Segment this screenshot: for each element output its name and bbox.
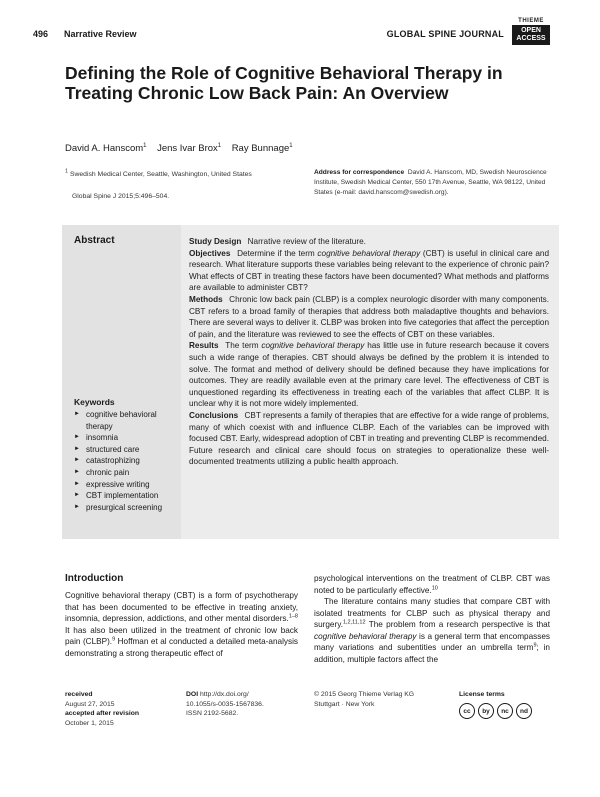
doi-info — [186, 690, 264, 719]
noderivatives-icon: nd — [516, 703, 532, 719]
affiliation — [65, 168, 252, 178]
section-label: Narrative Review — [64, 29, 137, 39]
license-label — [459, 690, 505, 700]
received-date: August 27, 2015 — [65, 700, 115, 708]
conclusions — [189, 410, 549, 468]
doi-value: 10.1055/s-0035-1567836. — [186, 700, 264, 708]
emphasis: cognitive behavioral therapy — [314, 631, 417, 641]
paragraph — [314, 573, 550, 596]
objectives — [189, 248, 549, 294]
publisher-name: THIEME — [518, 18, 544, 24]
reference-sup: 10 — [431, 584, 438, 591]
received-info — [65, 690, 139, 728]
reference-sup: 9 — [112, 636, 116, 643]
license-icons[interactable] — [459, 703, 532, 719]
methods — [189, 294, 549, 340]
badge-line-2: ACCESS — [516, 35, 546, 42]
author-sup: 1 — [217, 142, 222, 149]
correspondence — [314, 168, 554, 198]
text: ; in addition, multiple factors affect the — [314, 643, 550, 664]
reference-sup: 1–8 — [288, 613, 298, 620]
reference-sup: 9 — [533, 642, 537, 649]
text: It has also been utilized in the treatment of chronic low back pain (CLBP). — [65, 625, 298, 646]
text: Hoffman et al conducted a detailed meta-analysis demonstrating a strong therapeutic effect of — [65, 637, 298, 658]
author: David A. Hanscom — [65, 143, 144, 154]
section-emphasis: cognitive behavioral therapy — [317, 248, 421, 258]
section-text: (CBT) is useful in clinical care and research. What literature supports these variables being relevant to the experience of chronic pain? What effects of CBT in treating these factors have been documented? What methods and platforms are available to administer CBT? — [189, 248, 550, 293]
journal-name: GLOBAL SPINE JOURNAL — [386, 29, 504, 39]
abstract-heading: Abstract — [74, 235, 115, 246]
open-access-badge — [512, 25, 550, 45]
paragraph — [65, 590, 298, 659]
study-design — [189, 236, 549, 248]
noncommercial-icon: nc — [497, 703, 513, 719]
keyword-item: ► insomnia — [74, 432, 180, 444]
author-sup: 1 — [143, 142, 147, 149]
keyword-item: ► CBT implementation — [74, 490, 180, 502]
section-text: Determine if the term — [237, 248, 318, 258]
section-label: Study Design — [189, 237, 242, 246]
text: psychological interventions on the treatment of CLBP. CBT was noted to be particularly effective. — [314, 574, 550, 595]
copyright-info — [314, 690, 414, 709]
section-label: Conclusions — [189, 410, 239, 420]
body-column-right — [314, 573, 550, 665]
results — [189, 340, 549, 410]
abstract-body — [189, 236, 549, 468]
author-list — [65, 143, 293, 154]
attribution-icon: by — [478, 703, 494, 719]
affiliation-sup: 1 — [65, 168, 69, 175]
issn: ISSN 2192-5682. — [186, 710, 239, 718]
keyword-item: ► expressive writing — [74, 479, 180, 491]
keyword-item: ► cognitive behavioral therapy — [74, 409, 180, 432]
citation: Global Spine J 2015;5:496–504. — [72, 193, 170, 200]
section-text: CBT represents a family of therapies that are effective for a wide range of problems, many of which coexist with and influence CLBP. Each of the variables can be improved with focused CBT. Early, widespread adoption of CBT in treating and preventing CLBP is recommended. Future research and clinical care should focus on strategies to operationalize these well-documented treatments utilizing a public health approach. — [189, 410, 549, 467]
text: Cognitive behavioral therapy (CBT) is a form of psychotherapy that has been documented to be effective in treating anxiety, insomnia, depression, addictions, and other mental disorders. — [65, 591, 298, 623]
copyright: © 2015 Georg Thieme Verlag KG — [314, 691, 415, 698]
accepted-label: accepted after revision — [65, 710, 140, 718]
keyword-item: ► presurgical screening — [74, 502, 180, 514]
author: Jens Ivar Brox — [157, 143, 218, 154]
section-text: The term — [225, 341, 262, 351]
publisher-logo — [512, 18, 550, 45]
section-label: Results — [189, 341, 219, 351]
page-number: 496 — [33, 29, 49, 39]
section-text: has little use in future research because it covers such a wide range of therapies. CBT should always be defined by the problem it is intended to solve. The format and method of delivery should be defined because they have implications for outcomes. They are readily available even at the primary care level. The effectiveness of CBT is unquestioned regarding its effectiveness in treating each of the variables that affect CLBP. It is unclear why it is not more widely implemented. — [189, 341, 549, 409]
keyword-item: ► structured care — [74, 444, 180, 456]
section-text: Chronic low back pain (CLBP) is a complex neurologic disorder with many components. CBT refers to a broad family of therapies that address both maladaptive thoughts and behaviors. There are several ways to deliver it. CLBP was broken into five categories that affect the perception of pain, and the literature was reviewed to see the effects of CBT on these variables. — [189, 294, 549, 339]
correspondence-text: David A. Hanscom, MD, Swedish Neuroscience Institute, Swedish Medical Center, 550 17th Avenue, Seattle, WA 98122, United States (e-mail: david.hanscom@swedish.org). — [314, 169, 547, 196]
section-emphasis: cognitive behavioral therapy — [261, 341, 365, 351]
accepted-date: October 1, 2015 — [65, 719, 114, 727]
keyword-item: ► chronic pain — [74, 467, 180, 479]
doi-link[interactable]: http://dx.doi.org/ — [199, 691, 249, 698]
correspondence-label: Address for correspondence — [314, 169, 405, 176]
keyword-item: ► catastrophizing — [74, 455, 180, 467]
keyword-list — [74, 409, 180, 513]
keywords-heading: Keywords — [74, 397, 115, 407]
text: The literature contains many studies that compare CBT with isolated treatments for CLBP such as physical therapy and surgery. — [314, 597, 550, 629]
body-column-left — [65, 590, 298, 659]
paragraph — [314, 596, 550, 665]
author: Ray Bunnage — [231, 143, 290, 154]
doi-label: DOI — [186, 691, 199, 698]
article-title: Defining the Role of Cognitive Behavioral Therapy in Treating Chronic Low Back Pain: An Overview — [65, 63, 503, 103]
section-label: Methods — [189, 294, 223, 304]
section-text: Narrative review of the literature. — [247, 237, 366, 246]
received-label: received — [65, 691, 93, 698]
section-label: Objectives — [189, 248, 231, 258]
text: The problem from a research perspective is that — [365, 620, 550, 629]
reference-sup: 1,2,11,12 — [342, 619, 366, 626]
cc-icon: cc — [459, 703, 475, 719]
publisher-location: Stuttgart · New York — [314, 700, 375, 708]
badge-line-1: OPEN — [521, 27, 541, 34]
affiliation-text: Swedish Medical Center, Seattle, Washington, United States — [69, 171, 252, 178]
introduction-heading: Introduction — [65, 573, 124, 584]
author-sup: 1 — [289, 142, 293, 149]
text: is a general term that encompasses many variations and subentities under an umbrella term — [314, 631, 550, 652]
license-label-text: License terms — [459, 691, 505, 698]
